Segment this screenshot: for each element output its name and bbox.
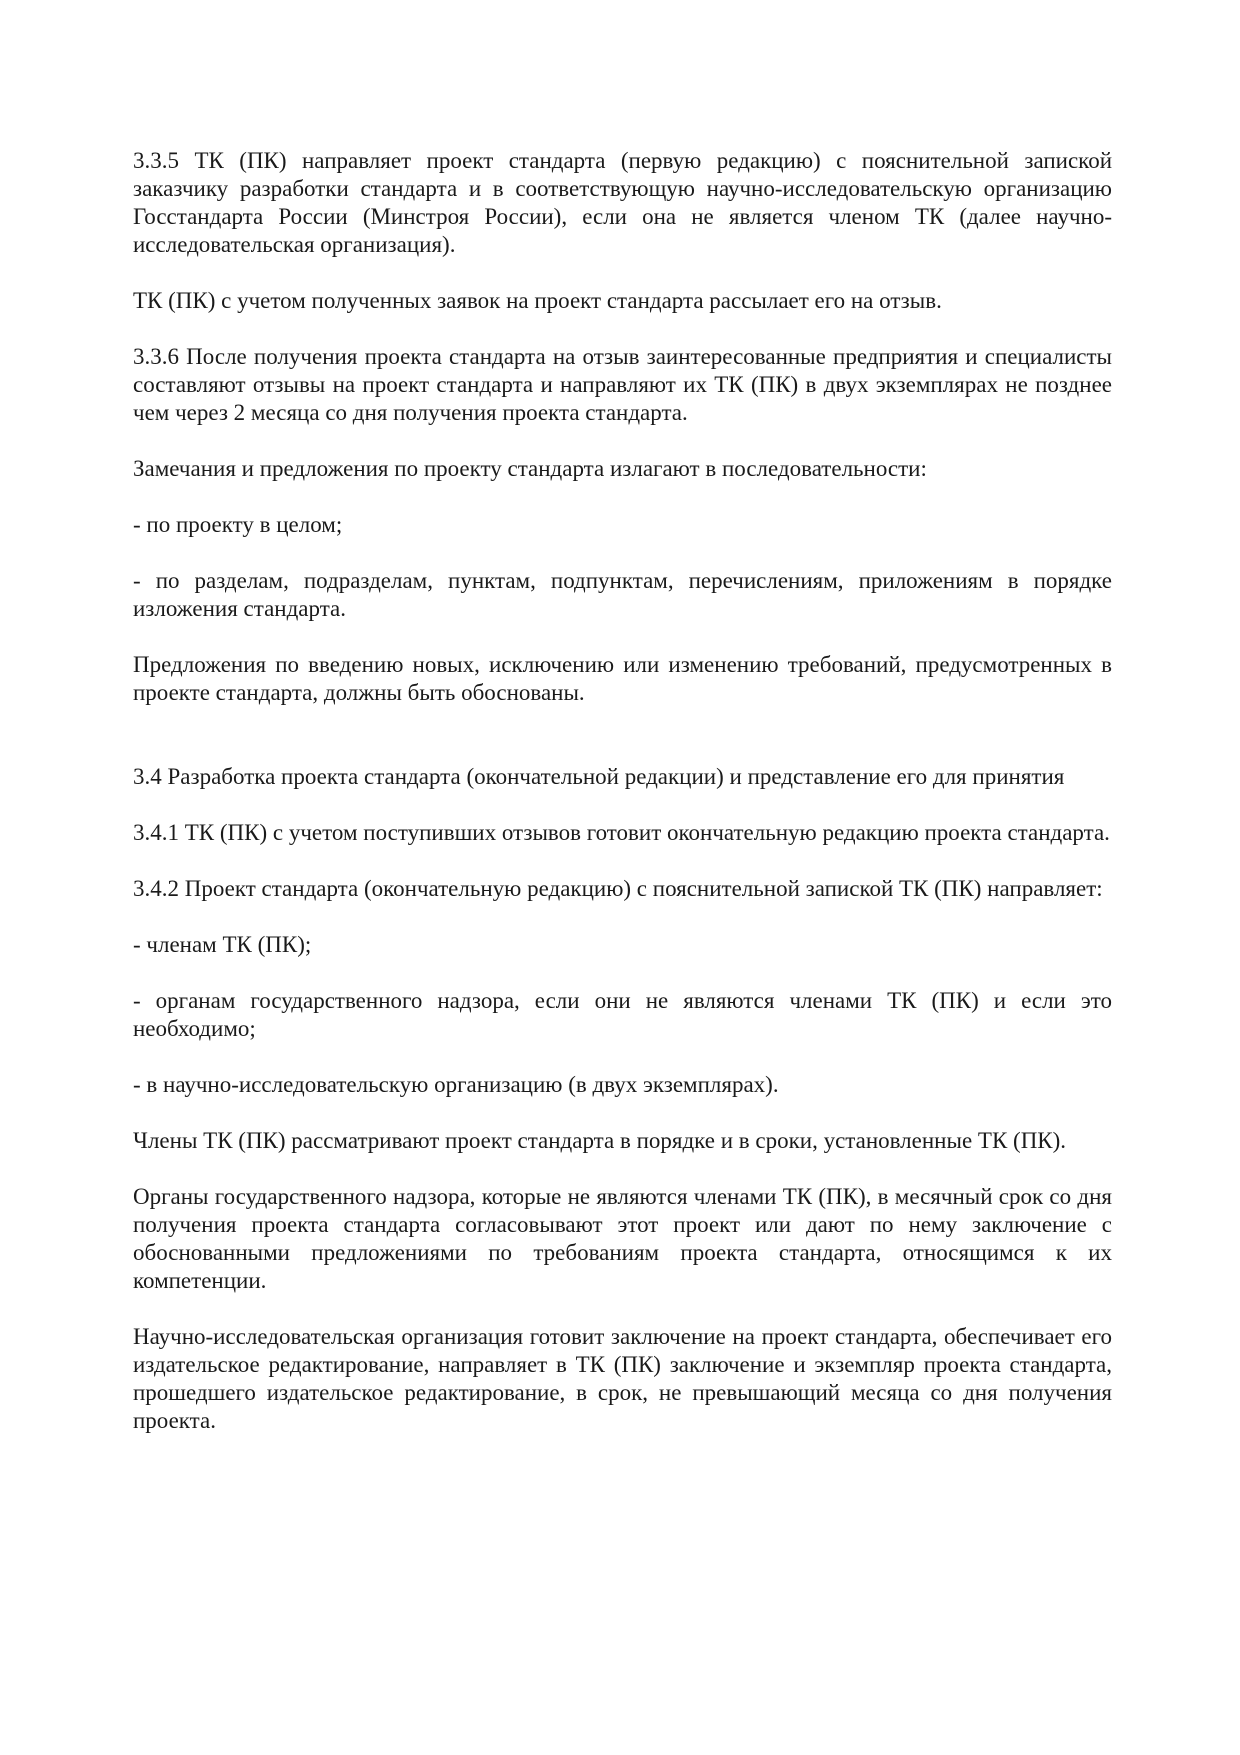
paragraph-3-4-2: 3.4.2 Проект стандарта (окончательную редакцию) с пояснительной запиской ТК (ПК) направляет: <box>133 876 1103 901</box>
paragraph-members-review: Члены ТК (ПК) рассматривают проект стандарта в порядке и в сроки, установленные ТК (ПК). <box>133 1128 1067 1153</box>
list-item-research-organization: - в научно-исследовательскую организацию (в двух экземплярах). <box>133 1072 779 1097</box>
list-item-sections: - по разделам, подразделам, пунктам, подпунктам, перечислениям, приложениям в порядке изложения стандарта. <box>133 568 1112 621</box>
paragraph-3-4-1: 3.4.1 ТК (ПК) с учетом поступивших отзывов готовит окончательную редакцию проекта стандарта. <box>133 820 1110 845</box>
paragraph-review-distribution: ТК (ПК) с учетом полученных заявок на проект стандарта рассылает его на отзыв. <box>133 288 942 313</box>
paragraph-3-3-5: 3.3.5 ТК (ПК) направляет проект стандарта (первую редакцию) с пояснительной запиской заказчику разработки стандарта и в соответствующую научно-исследовательскую организацию Госстандарта России (Минстроя России), если она не является членом ТК (далее научно-исследовательская организация). <box>133 148 1112 257</box>
paragraph-supervision-approval: Органы государственного надзора, которые не являются членами ТК (ПК), в месячный срок со дня получения проекта стандарта согласовывают этот проект или дают по нему заключение с обоснованными предложениями по требованиям проекта стандарта, относящимся к их компетенции. <box>133 1184 1112 1293</box>
paragraph-proposals-justified: Предложения по введению новых, исключению или изменению требований, предусмотренных в проекте стандарта, должны быть обоснованы. <box>133 652 1112 705</box>
list-item-whole-project: - по проекту в целом; <box>133 512 343 537</box>
paragraph-3-3-6: 3.3.6 После получения проекта стандарта на отзыв заинтересованные предприятия и специалисты составляют отзывы на проект стандарта и направляют их ТК (ПК) в двух экземплярах не позднее чем через 2 месяца со дня получения проекта стандарта. <box>133 344 1112 425</box>
list-item-supervision-bodies: - органам государственного надзора, если они не являются членами ТК (ПК) и если это необходимо; <box>133 988 1112 1041</box>
list-item-tk-members: - членам ТК (ПК); <box>133 932 312 957</box>
section-heading-3-4: 3.4 Разработка проекта стандарта (окончательной редакции) и представление его для принятия <box>133 764 1065 789</box>
paragraph-remarks-order: Замечания и предложения по проекту стандарта излагают в последовательности: <box>133 456 927 481</box>
paragraph-research-conclusion: Научно-исследовательская организация готовит заключение на проект стандарта, обеспечивает его издательское редактирование, направляет в ТК (ПК) заключение и экземпляр проекта стандарта, прошедшего издательское редактирование, в срок, не превышающий месяца со дня получения проекта. <box>133 1324 1112 1433</box>
